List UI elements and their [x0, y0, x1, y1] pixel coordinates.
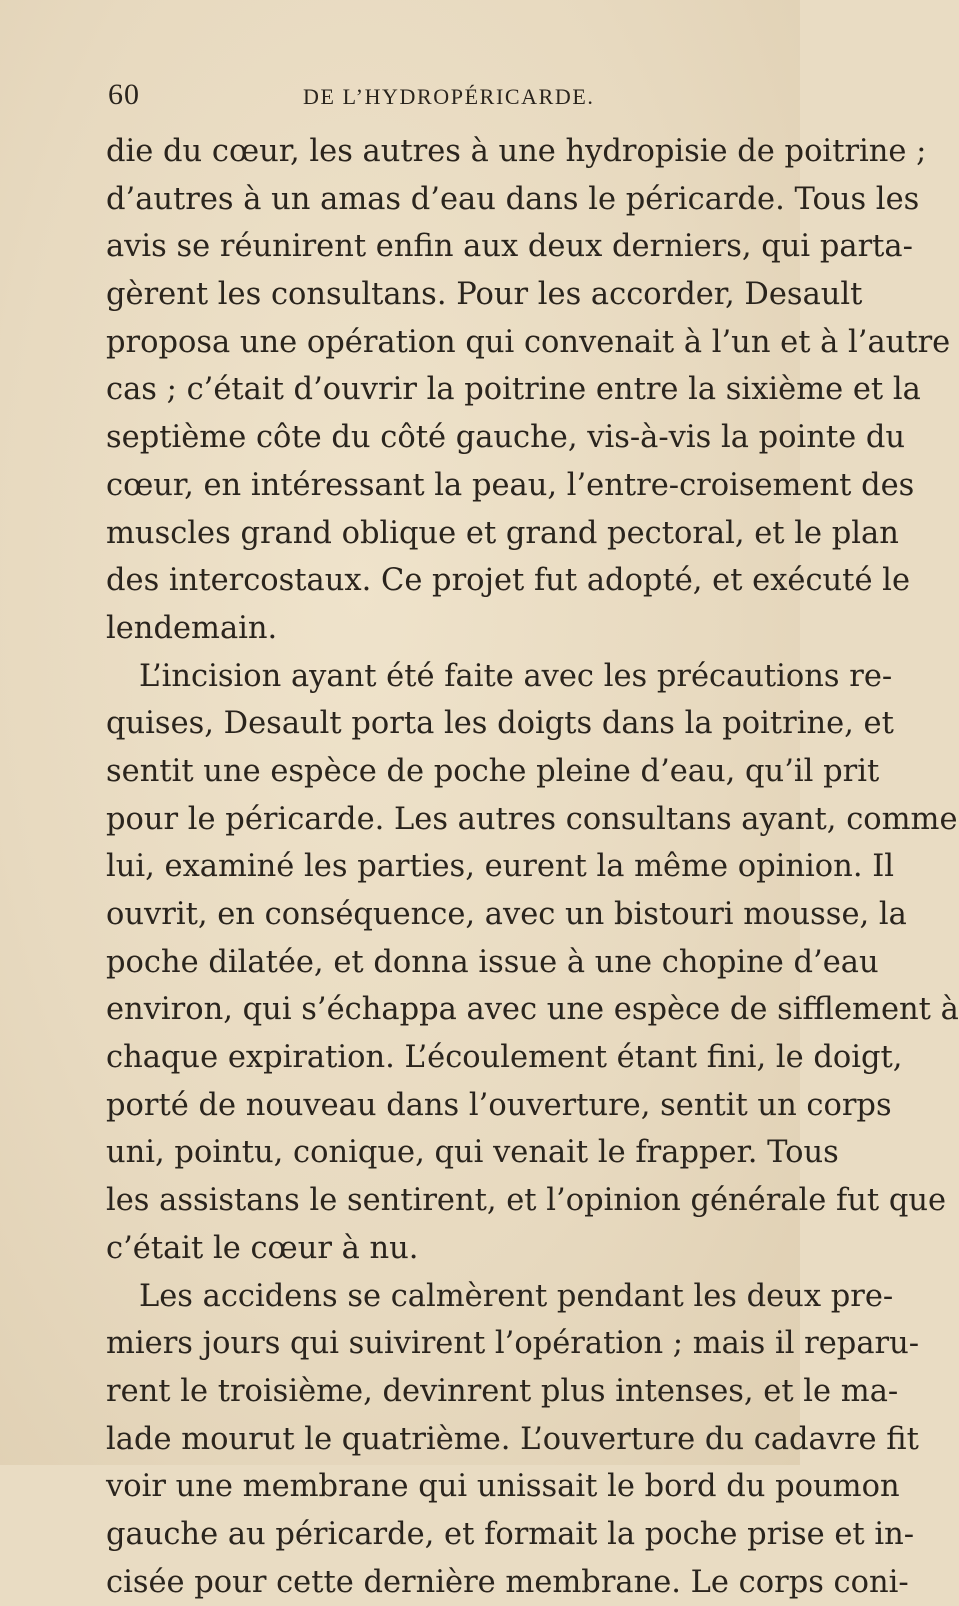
- paragraph-start-line: L’incision ayant été faite avec les précautions re-: [139, 658, 893, 694]
- text-line: lui, examiné les parties, eurent la même opinion. Il: [106, 849, 895, 885]
- text-line: cas ; c’était d’ouvrir la poitrine entre la sixième et la: [106, 372, 921, 408]
- text-line: pour le péricarde. Les autres consultans ayant, comme: [106, 801, 958, 837]
- text-line: proposa une opération qui convenait à l’un et à l’autre: [106, 324, 951, 360]
- body-text: [106, 128, 959, 1606]
- text-line: avis se réunirent enfin aux deux derniers, qui parta-: [106, 229, 913, 265]
- text-line: ouvrit, en conséquence, avec un bistouri mousse, la: [106, 897, 907, 932]
- text-line: quises, Desault porta les doigts dans la poitrine, et: [106, 706, 894, 742]
- text-line: die du cœur, les autres à une hydropisie de poitrine ;: [106, 134, 927, 169]
- text-line: septième côte du côté gauche, vis-à-vis la pointe du: [106, 420, 906, 456]
- text-line: muscles grand oblique et grand pectoral, et le plan: [106, 515, 899, 551]
- text-line: lade mourut le quatrième. L’ouverture du cadavre fit: [106, 1421, 919, 1457]
- text-line: gauche au péricarde, et formait la poche prise et in-: [106, 1516, 915, 1552]
- text-line: environ, qui s’échappa avec une espèce de sifflement à: [106, 992, 959, 1028]
- page-header: [108, 78, 740, 118]
- text-line: des intercostaux. Ce projet fut adopté, et exécuté le: [106, 563, 910, 599]
- text-line: les assistans le sentirent, et l’opinion générale fut que: [106, 1183, 947, 1219]
- text-line: sentit une espèce de poche pleine d’eau, qu’il prit: [106, 753, 880, 789]
- text-line: chaque expiration. L’écoulement étant fini, le doigt,: [106, 1040, 903, 1076]
- text-line: miers jours qui suivirent l’opération ; mais il reparu-: [106, 1326, 920, 1362]
- text-line: voir une membrane qui unissait le bord du poumon: [106, 1469, 900, 1505]
- paragraph-start-line: Les accidens se calmèrent pendant les deux pre-: [139, 1278, 894, 1314]
- text-line: d’autres à un amas d’eau dans le péricarde. Tous les: [106, 181, 920, 217]
- text-line: c’était le cœur à nu.: [106, 1230, 419, 1266]
- text-line: gèrent les consultans. Pour les accorder, Desault: [106, 277, 863, 313]
- text-line: lendemain.: [106, 610, 278, 646]
- text-line: cœur, en intéressant la peau, l’entre-croisement des: [106, 467, 915, 503]
- text-line: poche dilatée, et donna issue à une chopine d’eau: [106, 944, 879, 980]
- text-line: uni, pointu, conique, qui venait le frapper. Tous: [106, 1135, 839, 1171]
- text-line: rent le troisième, devinrent plus intenses, et le ma-: [106, 1373, 899, 1409]
- text-line: cisée pour cette dernière membrane. Le corps coni-: [106, 1564, 909, 1600]
- page-number: 60: [108, 78, 140, 111]
- text-line: porté de nouveau dans l’ouverture, sentit un corps: [106, 1087, 892, 1123]
- running-head: DE L’HYDROPÉRICARDE.: [303, 84, 595, 109]
